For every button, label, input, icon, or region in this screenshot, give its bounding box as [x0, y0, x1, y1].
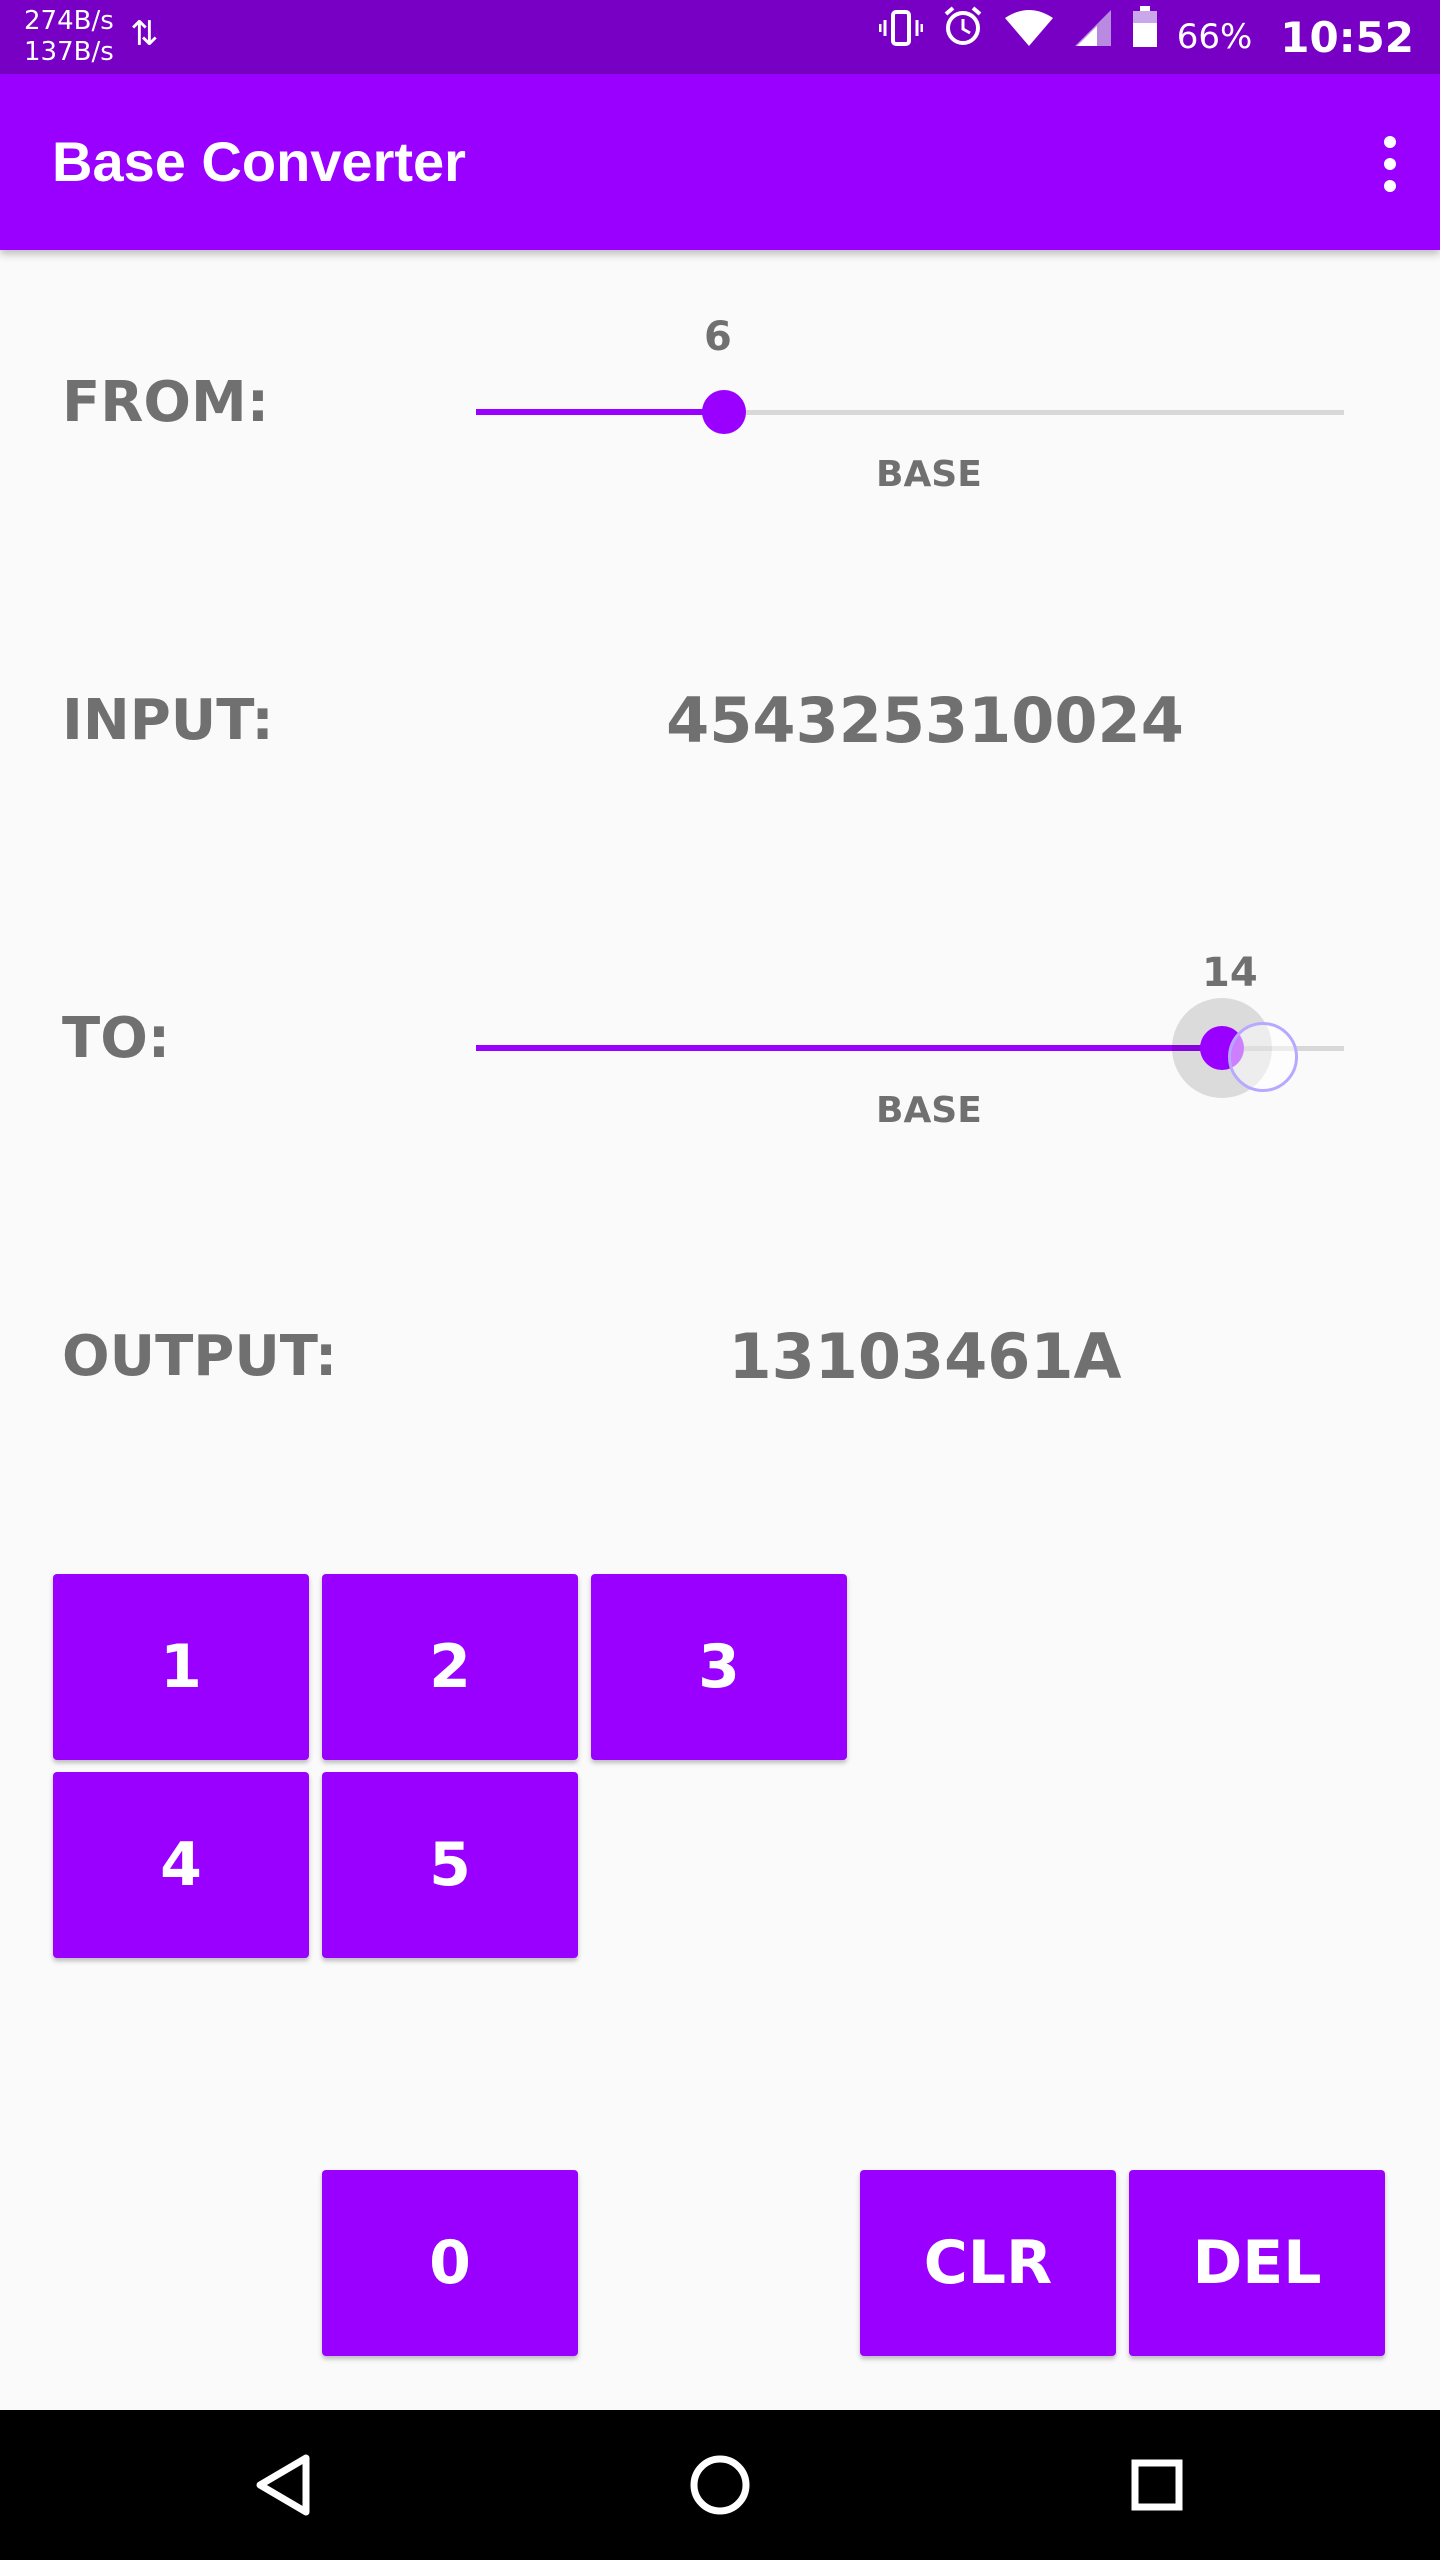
- app-bar: [0, 74, 1440, 250]
- to-base-value: 14: [1202, 950, 1258, 996]
- input-value: 454325310024: [666, 684, 1184, 757]
- from-base-value: 6: [704, 314, 732, 360]
- clear-button[interactable]: CLR: [860, 2170, 1116, 2356]
- network-speed: [24, 6, 114, 68]
- status-icons: [879, 0, 1414, 74]
- input-label: INPUT:: [62, 688, 274, 753]
- status-bar: [0, 0, 1440, 74]
- from-label: FROM:: [62, 370, 270, 435]
- clock: 10:52: [1280, 12, 1414, 62]
- key-0[interactable]: 0: [322, 2170, 578, 2356]
- to-slider-fill: [476, 1045, 1222, 1051]
- to-base-slider[interactable]: [476, 1028, 1344, 1068]
- app-title: Base Converter: [52, 130, 466, 193]
- key-1[interactable]: 1: [53, 1574, 309, 1760]
- touch-indicator: [1228, 1022, 1298, 1092]
- key-2[interactable]: 2: [322, 1574, 578, 1760]
- recents-icon[interactable]: [1118, 2410, 1198, 2560]
- battery-icon: [1131, 0, 1159, 74]
- from-base-slider[interactable]: [476, 392, 1344, 432]
- key-5[interactable]: 5: [322, 1772, 578, 1958]
- home-icon[interactable]: [680, 2410, 760, 2560]
- from-slider-fill: [476, 409, 724, 415]
- key-3[interactable]: 3: [591, 1574, 847, 1760]
- overflow-menu-icon[interactable]: [1380, 136, 1400, 192]
- key-4[interactable]: 4: [53, 1772, 309, 1958]
- vibrate-icon: [879, 0, 923, 74]
- net-up-speed: 274B/s: [24, 6, 114, 36]
- alarm-icon: [941, 0, 985, 74]
- cell-signal-icon: [1073, 0, 1113, 74]
- to-base-caption: BASE: [876, 1090, 982, 1131]
- battery-percent: 66%: [1176, 17, 1253, 57]
- navigation-bar: [0, 2410, 1440, 2560]
- output-value: 13103461A: [728, 1320, 1122, 1393]
- to-label: TO:: [62, 1006, 171, 1071]
- back-icon[interactable]: [242, 2410, 326, 2560]
- data-transfer-icon: ⇅: [130, 14, 159, 54]
- net-down-speed: 137B/s: [24, 37, 114, 67]
- wifi-icon: [1003, 0, 1055, 74]
- from-base-caption: BASE: [876, 454, 982, 495]
- output-label: OUTPUT:: [62, 1324, 338, 1389]
- delete-button[interactable]: DEL: [1129, 2170, 1385, 2356]
- from-slider-thumb[interactable]: [702, 390, 746, 434]
